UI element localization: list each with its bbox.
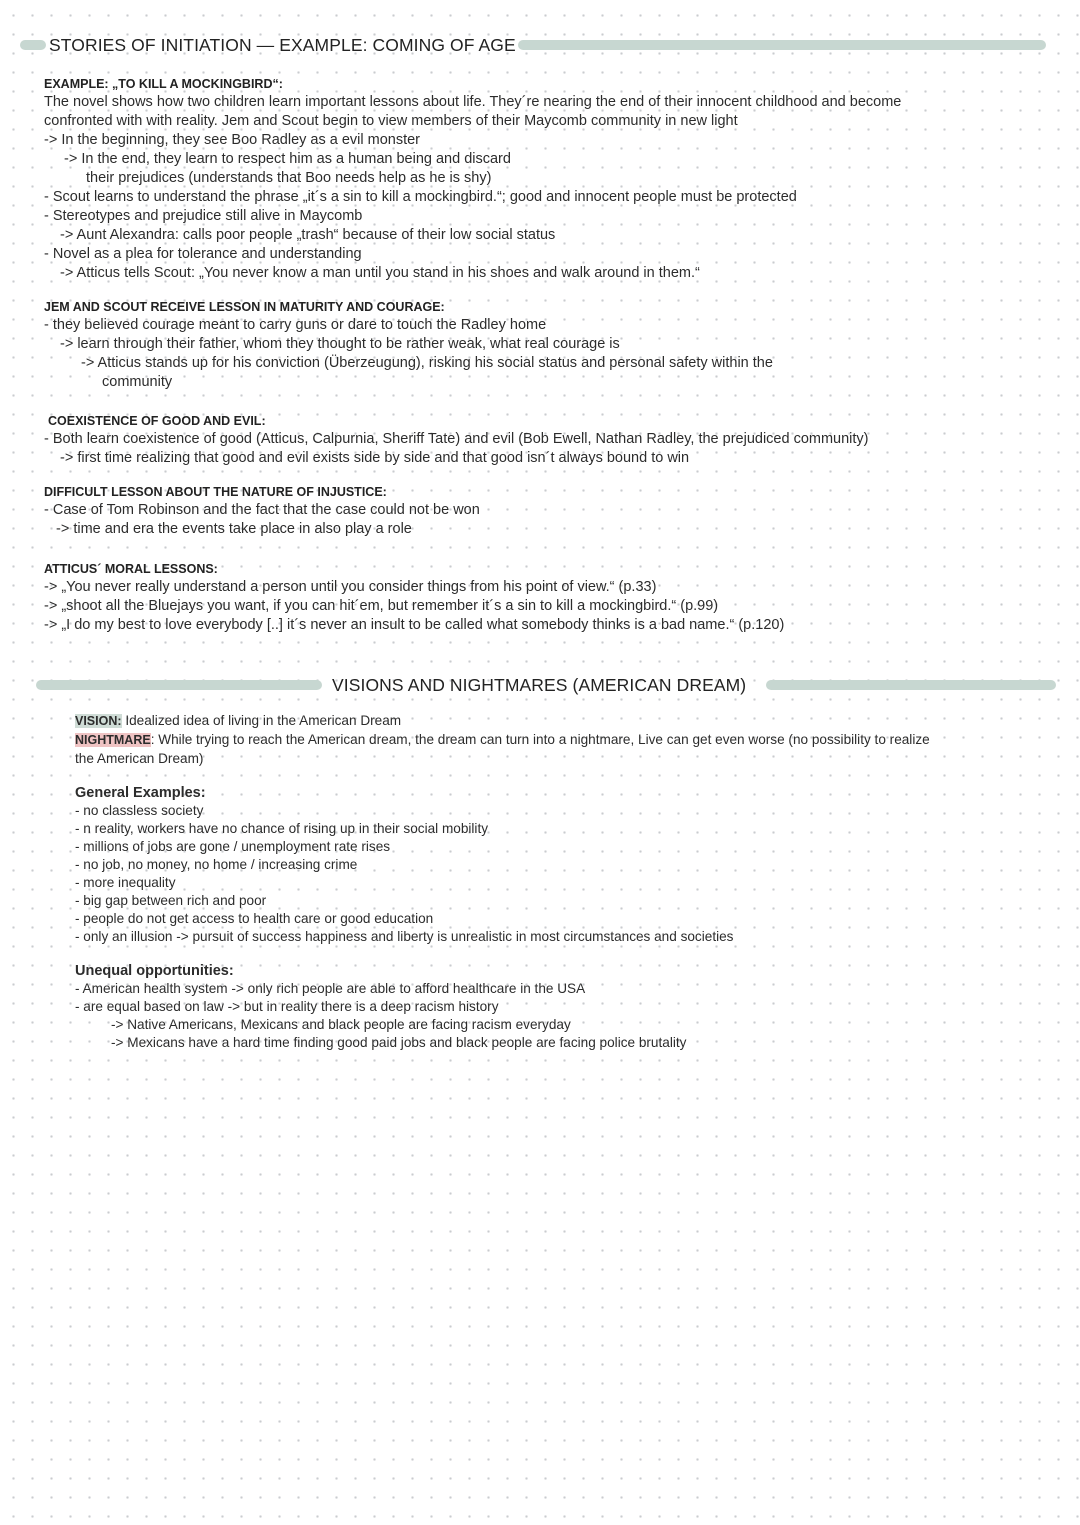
list-item: - are equal based on law -> but in reality there is a deep racism history [75, 999, 499, 1014]
list-item: - Case of Tom Robinson and the fact that the case could not be won [44, 502, 480, 518]
quote-item: -> „I do my best to love everybody [..] it´s never an insult to be called what somebody thinks is a bad name.“ (p.120) [44, 617, 785, 633]
list-item: - big gap between rich and poor [75, 893, 267, 908]
list-item: -> In the end, they learn to respect him as a human being and discard [64, 151, 511, 167]
general-examples-block [75, 784, 733, 946]
title-bar-left [20, 40, 46, 50]
coexistence-heading: COEXISTENCE OF GOOD AND EVIL: [48, 414, 266, 428]
list-item: -> Atticus stands up for his conviction (Überzeugung), risking his social status and personal safety within the [81, 355, 773, 371]
maturity-heading: JEM AND SCOUT RECEIVE LESSON IN MATURITY AND COURAGE: [44, 300, 445, 314]
list-item: - more inequality [75, 875, 176, 890]
nightmare-line [75, 731, 930, 749]
nightmare-line-2: the American Dream) [75, 751, 204, 766]
mockingbird-heading: EXAMPLE: „TO KILL A MOCKINGBIRD“: [44, 77, 283, 91]
title-bar-left-2 [36, 680, 322, 690]
list-item: - n reality, workers have no chance of rising up in their social mobility [75, 821, 489, 836]
quote-item: -> „shoot all the Bluejays you want, if you can hit´em, but remember it´s a sin to kill a mockingbird.“ (p.99) [44, 598, 719, 614]
list-item: - people do not get access to health care or good education [75, 911, 434, 926]
moral-lessons-block [44, 560, 784, 635]
list-item: -> first time realizing that good and evil exists side by side and that good isn´t always bound to win [60, 450, 690, 466]
intro-line-1: The novel shows how two children learn important lessons about life. They´re nearing the end of their innocent childhood and become [44, 94, 902, 110]
list-item: -> Aunt Alexandra: calls poor people „trash“ because of their low social status [60, 227, 556, 243]
list-item: - Scout learns to understand the phrase „it´s a sin to kill a mockingbird.“; good and innocent people must be protected [44, 189, 797, 205]
list-item: - millions of jobs are gone / unemployment rate rises [75, 839, 391, 854]
nightmare-label: NIGHTMARE [75, 733, 151, 747]
list-item: -> Mexicans have a hard time finding good paid jobs and black people are facing police brutality [111, 1035, 687, 1050]
list-item: - they believed courage meant to carry guns or dare to touch the Radley home [44, 317, 547, 333]
title-bar-right [518, 40, 1046, 50]
maturity-block [44, 298, 773, 392]
list-item: -> Atticus tells Scout: „You never know a man until you stand in his shoes and walk around in them.“ [60, 265, 700, 281]
vision-nightmare-block [75, 712, 930, 768]
list-item: - no job, no money, no home / increasing crime [75, 857, 358, 872]
intro-line-2: confronted with with reality. Jem and Scout begin to view members of their Maycomb community in new light [44, 113, 738, 129]
vision-line [75, 712, 930, 730]
list-item: -> learn through their father, whom they thought to be rather weak, what real courage is [60, 336, 620, 352]
list-item: - American health system -> only rich people are able to afford healthcare in the USA [75, 981, 586, 996]
title-bar-right-2 [766, 680, 1056, 690]
section-title-coming-of-age: STORIES OF INITIATION — EXAMPLE: COMING OF AGE [49, 35, 516, 55]
vision-label: VISION: [75, 714, 122, 728]
list-item: -> In the beginning, they see Boo Radley as a evil monster [44, 132, 421, 148]
list-item: - only an illusion -> pursuit of success happiness and liberty is unrealistic in most circumstances and societies [75, 929, 734, 944]
list-item: their prejudices (understands that Boo needs help as he is shy) [86, 170, 492, 186]
list-item: - Novel as a plea for tolerance and understanding [44, 246, 362, 262]
nightmare-text: : While trying to reach the American dream, the dream can turn into a nightmare, Live can get even worse (no possibility to realize [150, 732, 930, 747]
coexistence-block [44, 412, 869, 468]
vision-text: Idealized idea of living in the American Dream [121, 713, 402, 728]
moral-lessons-heading: ATTICUS´ MORAL LESSONS: [44, 562, 218, 576]
unequal-heading: Unequal opportunities: [75, 963, 234, 979]
general-examples-heading: General Examples: [75, 785, 206, 801]
unequal-opportunities-block [75, 962, 686, 1052]
quote-item: -> „You never really understand a person until you consider things from his point of view.“ (p.33) [44, 579, 657, 595]
section-title-american-dream: VISIONS AND NIGHTMARES (AMERICAN DREAM) [332, 675, 747, 695]
list-item: - no classless society [75, 803, 204, 818]
list-item: - Both learn coexistence of good (Atticus, Calpurnia, Sheriff Tate) and evil (Bob Ewell, Nathan Radley, the prejudiced community) [44, 431, 869, 447]
list-item: community [102, 374, 173, 390]
injustice-block [44, 483, 480, 539]
mockingbird-block [44, 75, 901, 283]
list-item: -> Native Americans, Mexicans and black people are facing racism everyday [111, 1017, 571, 1032]
list-item: - Stereotypes and prejudice still alive in Maycomb [44, 208, 363, 224]
list-item: -> time and era the events take place in also play a role [56, 521, 412, 537]
injustice-heading: DIFFICULT LESSON ABOUT THE NATURE OF INJUSTICE: [44, 485, 387, 499]
